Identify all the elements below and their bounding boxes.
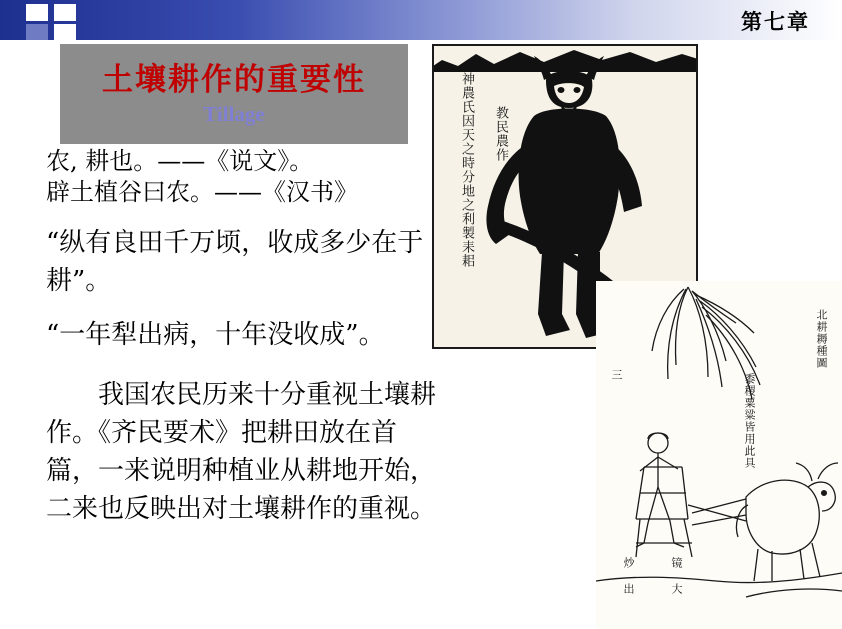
chapter-label: 第七章 (741, 9, 810, 34)
woodcut-column-text-1: 神農氏因天之時分地之利製耒耜 (459, 72, 474, 268)
woodcut-column-text-2: 教民農作 (493, 106, 508, 162)
text-column (46, 146, 438, 528)
quote-line-1: 农, 耕也。——《说文》。 (46, 147, 314, 175)
ox-plough-label-right: 镜 大 (670, 557, 683, 595)
header-decor-square-4 (54, 24, 76, 40)
header-band (0, 0, 842, 40)
ox-plough-caption-title: 北耕耨種圖 (815, 309, 828, 369)
ox-plough-page-mark: 三 (610, 369, 623, 381)
saying-1: “纵有良田千万顷，收成多少在于耕”。 (46, 228, 424, 296)
header-decor-square-2 (54, 4, 76, 21)
page-subtitle: Tillage (203, 102, 265, 126)
main-paragraph: 我国农民历来十分重视土壤耕作。《齐民要术》把耕田放在首篇，一来说明种植业从耕地开始，二来也反映出对土壤耕作的重视。 (46, 380, 437, 524)
header-decor-square-1 (26, 4, 48, 21)
ox-plough-caption-note: 黍稷粟粱皆用此具 (743, 373, 756, 469)
ox-plough-label-left: 炒 出 (622, 557, 635, 595)
page-title: 土壤耕作的重要性 (102, 62, 366, 98)
ox-plough-figure (596, 281, 842, 629)
header-decor-square-3 (26, 24, 48, 40)
quote-line-2: 辟土植谷曰农。——《汉书》 (46, 178, 358, 206)
saying-2: “一年犁出病，十年没收成”。 (46, 320, 385, 350)
title-box (60, 44, 408, 144)
